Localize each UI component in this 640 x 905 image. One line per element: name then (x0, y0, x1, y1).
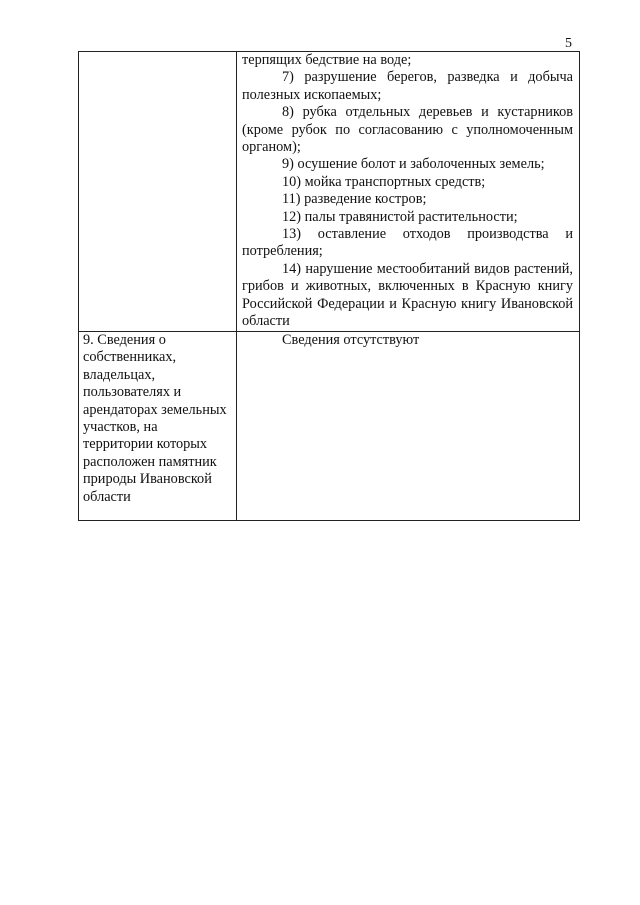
list-item: 9) осушение болот и заболоченных земель; (282, 156, 545, 173)
list-item: 10) мойка транспортных средств; (282, 173, 486, 190)
row2-right-text: Сведения отсутствуют (282, 332, 420, 348)
list-item: 14) нарушение местообитаний видов растений, грибов и животных, включенных в Красную книгу Российской Федерации и Красную книгу Ивановской области (242, 260, 573, 330)
list-item: 8) рубка отдельных деревьев и кустарников (кроме рубок по согласованию с уполномоченным органом); (242, 104, 573, 156)
list-item: 12) палы травянистой растительности; (282, 208, 518, 225)
list-item: 13) оставление отходов производства и потребления; (242, 226, 573, 260)
list-item: 7) разрушение берегов, разведка и добыча полезных ископаемых; (242, 69, 573, 103)
row2-right-cell (237, 332, 580, 521)
document-table (78, 51, 580, 521)
row1-right-cell (237, 52, 580, 332)
row1-left-cell (79, 52, 237, 332)
table-row (79, 52, 580, 332)
row2-left-cell: 9. Сведения о собственниках, владельцах, пользователях и арендаторах земельных участков, на территории которых расположен памятник природы Ивановской области (79, 332, 237, 521)
table-row (79, 332, 580, 521)
page-number: 5 (565, 36, 572, 51)
list-item: терпящих бедствие на воде; (242, 52, 412, 68)
list-item: 11) разведение костров; (282, 191, 427, 208)
